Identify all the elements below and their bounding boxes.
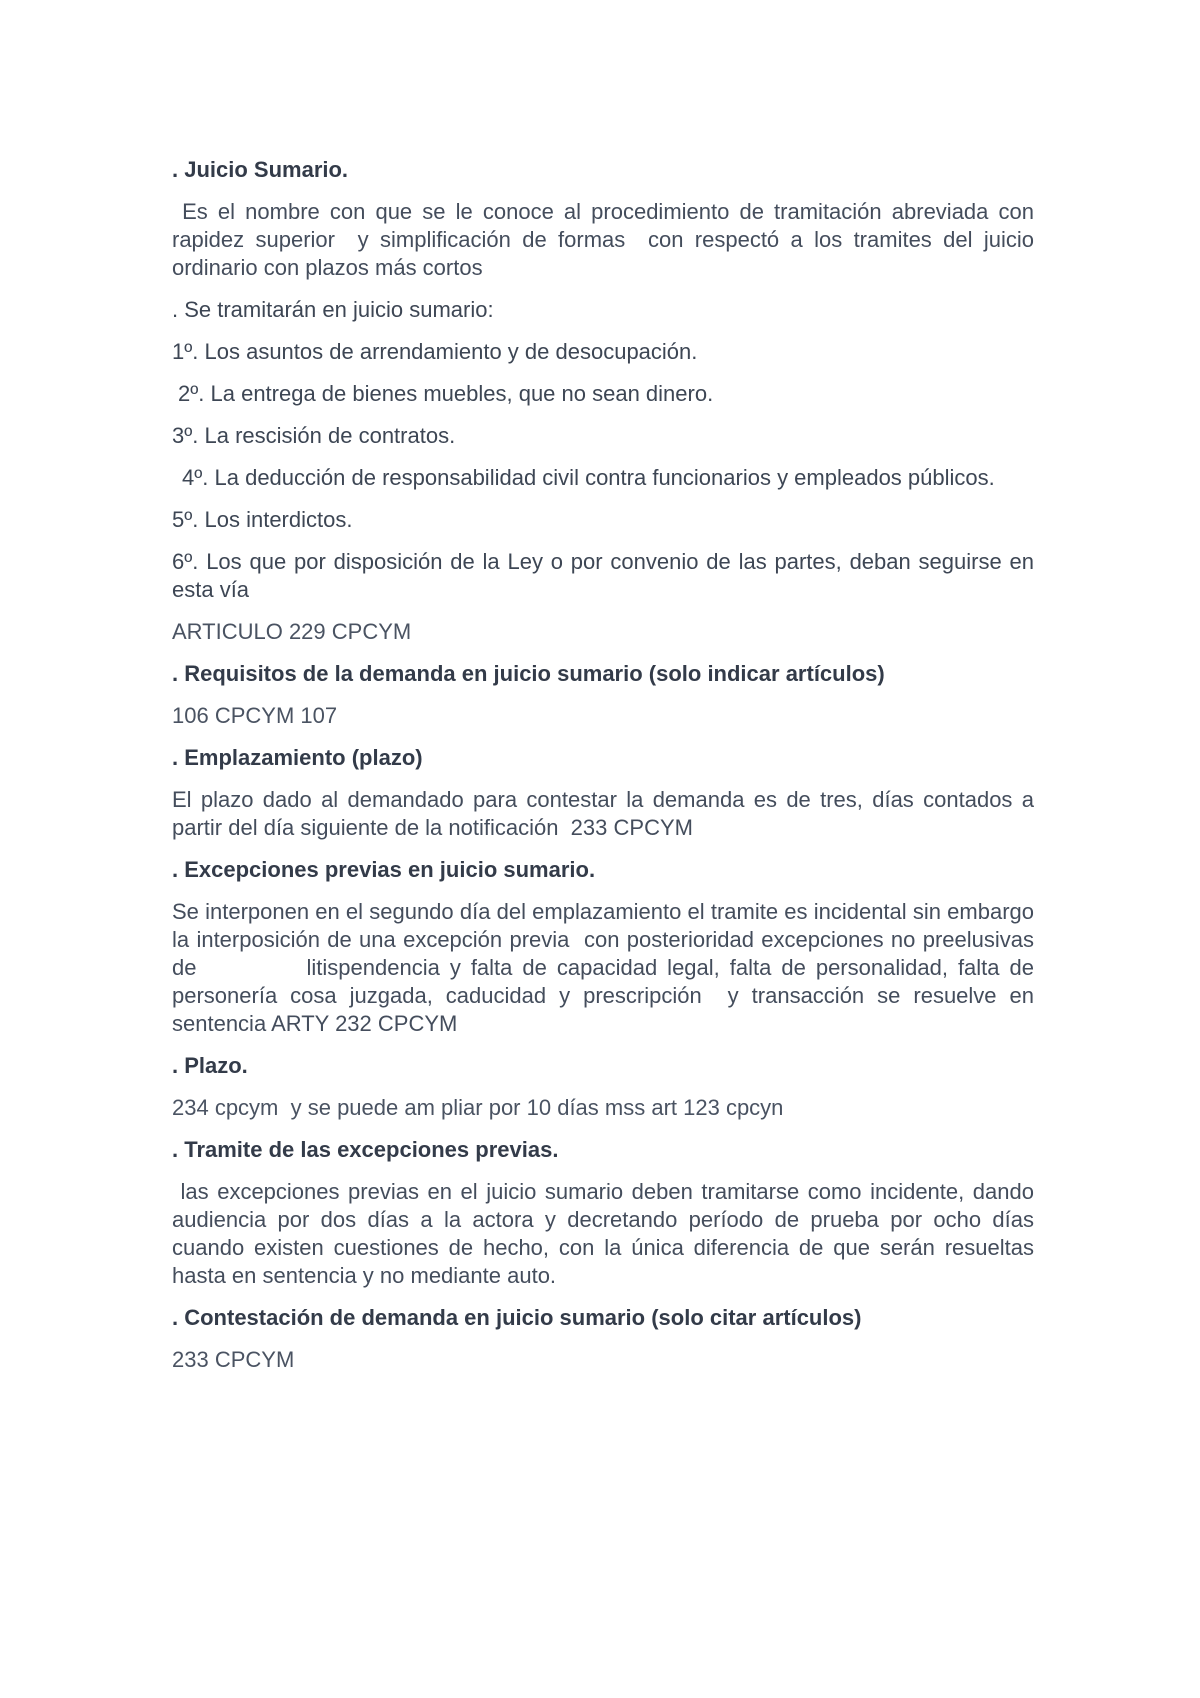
list-item-4: 4º. La deducción de responsabilidad civil contra funcionarios y empleados públicos. [182,465,995,490]
section-heading-plazo: . Plazo. [172,1053,248,1078]
emplazamiento-text: El plazo dado al demandado para contestar la demanda es de tres, días contados a partir del día siguiente de la notificación 233 CPCYM [172,787,1041,840]
list-item-6: 6º. Los que por disposición de la Ley o por convenio de las partes, deban seguirse en esta vía [172,549,1034,602]
article-reference: ARTICULO 229 CPCYM [172,619,412,644]
list-item-2: 2º. La entrega de bienes muebles, que no sean dinero. [178,381,714,406]
list-item-5: 5º. Los interdictos. [172,507,353,532]
definition-paragraph: Es el nombre con que se le conoce al procedimiento de tramitación abreviada con rapidez superior y simplificación de formas con respectó a los tramites del juicio ordinario con plazos más cortos [172,199,1041,280]
section-heading-excepciones: . Excepciones previas en juicio sumario. [172,857,596,882]
contestacion-text: 233 CPCYM [172,1347,295,1372]
excepciones-text: Se interponen en el segundo día del emplazamiento el tramite es incidental sin embargo la interposición de una excepción previa con posterioridad excepciones no preelusivas de litispendencia y falta de capacidad legal, falta de personalidad, falta de personería cosa juzgada, caducidad y prescripción y transacción se resuelve en sentencia ARTY 232 CPCYM [172,899,1041,1036]
list-item-3: 3º. La rescisión de contratos. [172,423,456,448]
section-heading-contestacion: . Contestación de demanda en juicio sumario (solo citar artículos) [172,1305,862,1330]
requisitos-text: 106 CPCYM 107 [172,703,338,728]
section-heading-tramite: . Tramite de las excepciones previas. [172,1137,559,1162]
section-heading-emplazamiento: . Emplazamiento (plazo) [172,745,423,770]
section-heading-requisitos: . Requisitos de la demanda en juicio sumario (solo indicar artículos) [172,661,885,686]
tramite-text: las excepciones previas en el juicio sumario deben tramitarse como incidente, dando audiencia por dos días a la actora y decretando período de prueba por ocho días cuando existen cuestiones de hecho, con la única diferencia de que serán resueltas hasta en sentencia y no mediante auto. [172,1179,1041,1288]
section-heading-juicio-sumario: . Juicio Sumario. [172,157,349,182]
document-page [172,156,1041,1388]
plazo-text: 234 cpcym y se puede am pliar por 10 días mss art 123 cpcyn [172,1095,784,1120]
list-intro: . Se tramitarán en juicio sumario: [172,297,494,322]
list-item-1: 1º. Los asuntos de arrendamiento y de desocupación. [172,339,698,364]
